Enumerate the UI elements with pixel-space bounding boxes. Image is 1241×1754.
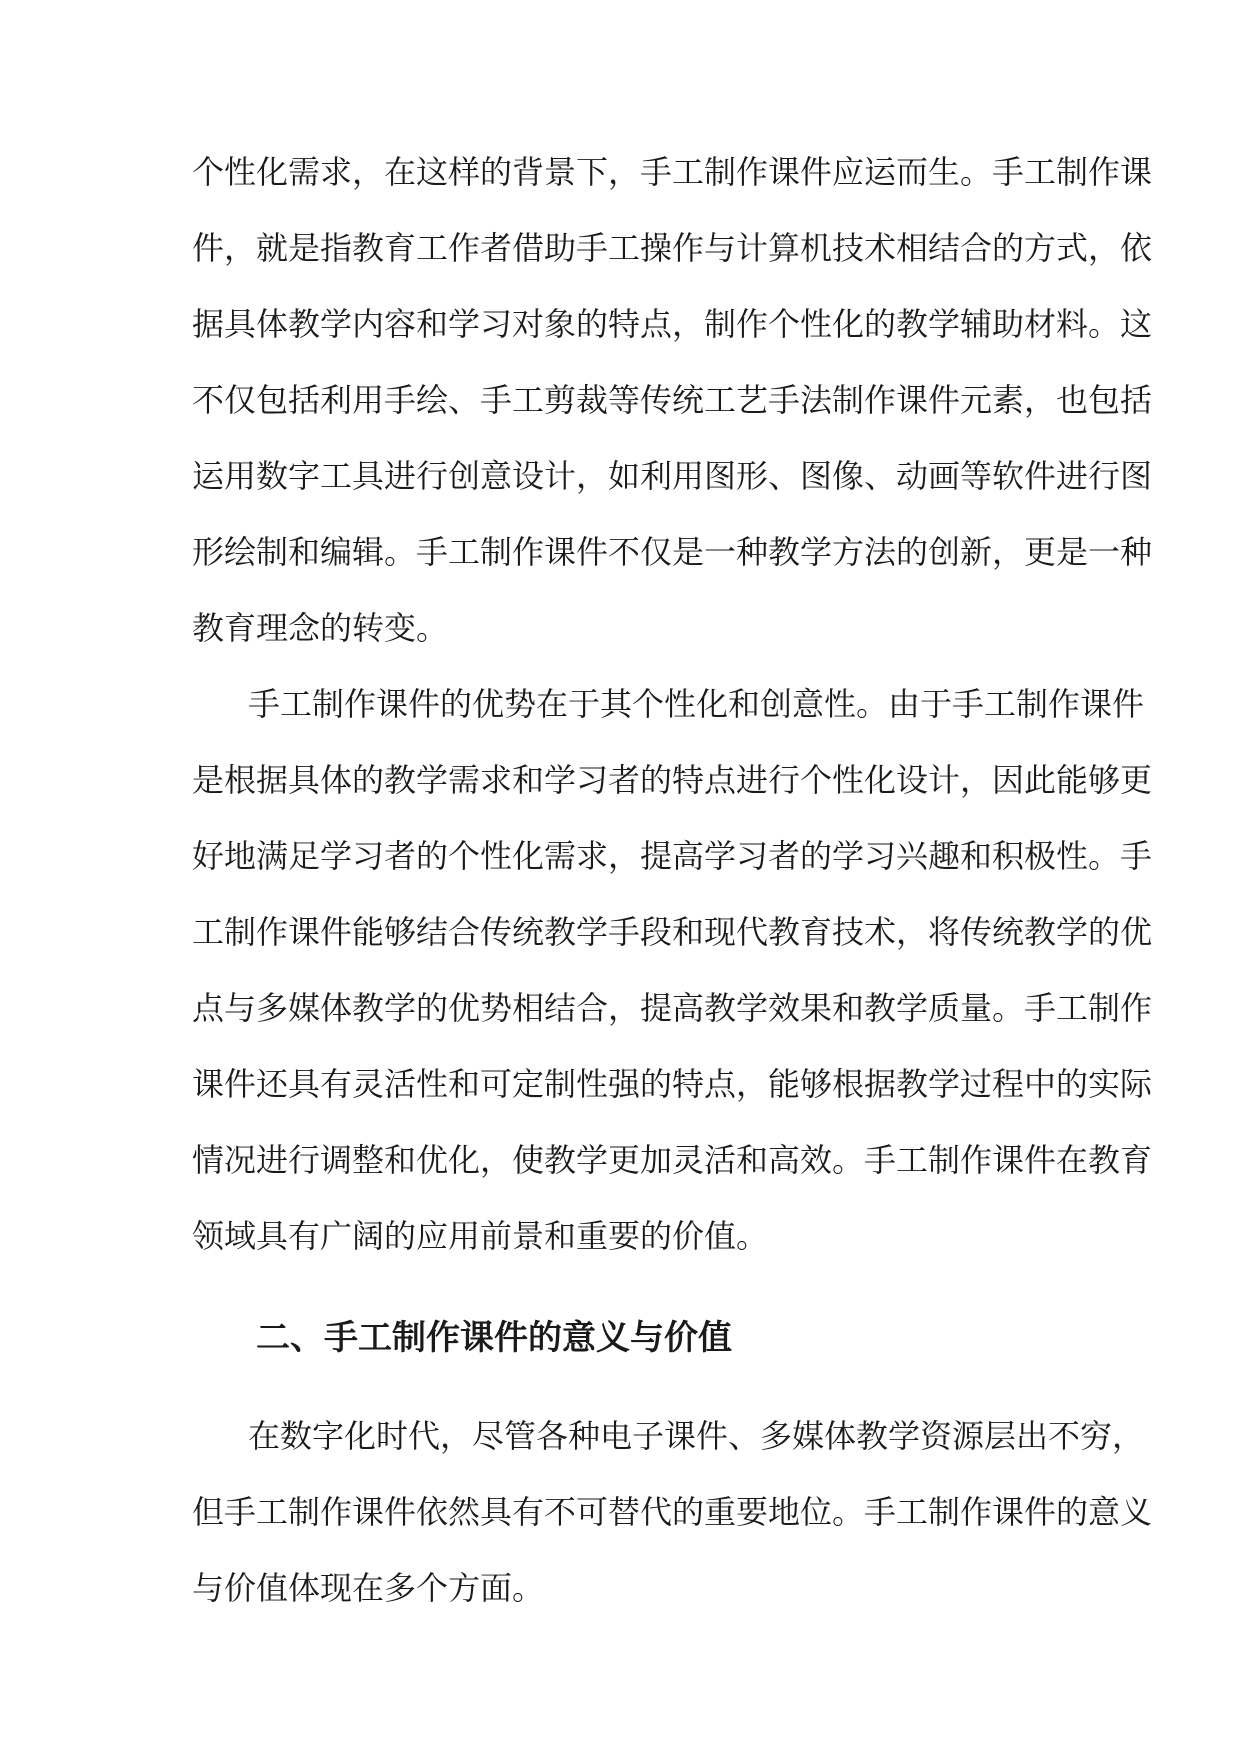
text-line: 情况进行调整和优化，使教学更加灵活和高效。手工制作课件在教育 <box>192 1141 1153 1179</box>
text-line: 与价值体现在多个方面。 <box>192 1569 545 1607</box>
text-line: 课件还具有灵活性和可定制性强的特点，能够根据教学过程中的实际 <box>192 1065 1153 1103</box>
text-line: 好地满足学习者的个性化需求，提高学习者的学习兴趣和积极性。手 <box>192 837 1153 875</box>
text-line: 据具体教学内容和学习对象的特点，制作个性化的教学辅助材料。这 <box>192 305 1153 343</box>
text-line: 个性化需求，在这样的背景下，手工制作课件应运而生。手工制作课 <box>192 153 1153 191</box>
text-line: 是根据具体的教学需求和学习者的特点进行个性化设计，因此能够更 <box>192 761 1153 799</box>
text-line: 教育理念的转变。 <box>192 609 449 647</box>
text-line: 运用数字工具进行创意设计，如利用图形、图像、动画等软件进行图 <box>192 457 1153 495</box>
text-line: 件，就是指教育工作者借助手工操作与计算机技术相结合的方式，依 <box>192 229 1153 267</box>
text-line: 领域具有广阔的应用前景和重要的价值。 <box>192 1217 769 1255</box>
text-line: 形绘制和编辑。手工制作课件不仅是一种教学方法的创新，更是一种 <box>192 533 1153 571</box>
text-line: 不仅包括利用手绘、手工剪裁等传统工艺手法制作课件元素，也包括 <box>192 381 1153 419</box>
section-heading: 二、手工制作课件的意义与价值 <box>256 1318 732 1358</box>
text-line: 在数字化时代，尽管各种电子课件、多媒体教学资源层出不穷， <box>248 1417 1145 1455</box>
text-line: 手工制作课件的优势在于其个性化和创意性。由于手工制作课件 <box>248 685 1145 723</box>
text-line: 点与多媒体教学的优势相结合，提高教学效果和教学质量。手工制作 <box>192 989 1153 1027</box>
text-line: 但手工制作课件依然具有不可替代的重要地位。手工制作课件的意义 <box>192 1493 1153 1531</box>
text-line: 工制作课件能够结合传统教学手段和现代教育技术，将传统教学的优 <box>192 913 1153 951</box>
